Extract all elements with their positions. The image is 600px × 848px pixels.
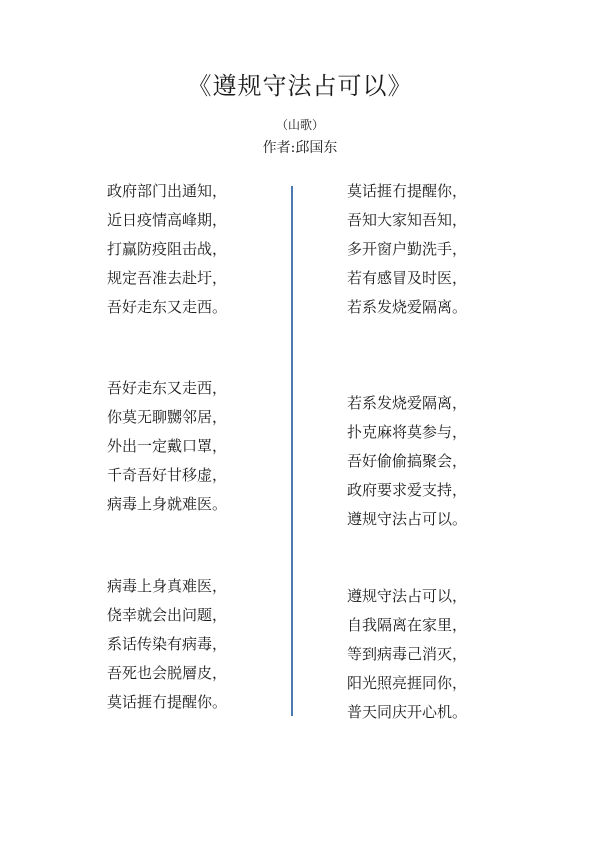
poem-line: 病毒上身真难医， [107, 577, 228, 595]
poem-line: 政府要求爱支持， [347, 481, 468, 499]
poem-line: 政府部门出通知， [107, 182, 228, 200]
poem-line: 若有感冒及时医， [347, 269, 468, 287]
poem-line: 外出一定戴口罩， [107, 437, 228, 455]
poem-genre: （山歌） [275, 118, 324, 132]
column-divider [291, 186, 293, 716]
poem-line: 吾死也会脱層皮， [107, 664, 228, 682]
left-stanza-2 [107, 374, 227, 519]
poem-line: 遵规守法占可以， [347, 587, 468, 605]
poem-line: 规定吾准去赴圩， [107, 269, 228, 287]
poem-line: 吾好偷偷搞聚会， [347, 452, 468, 470]
poem-line: 病毒上身就难医。 [107, 495, 228, 513]
poem-author: 作者:邱国东 [262, 140, 338, 156]
poem-line: 阳光照亮捱同你， [347, 674, 468, 692]
poem-line: 吾好走东又走西。 [107, 298, 228, 316]
right-stanza-1 [347, 177, 467, 322]
poem-line: 多开窗户勤洗手， [347, 240, 468, 258]
poem-line: 打赢防疫阻击战， [107, 240, 228, 258]
left-stanza-1 [107, 177, 227, 322]
right-stanza-3 [347, 582, 467, 727]
poem-line: 莫话捱冇提醒你。 [107, 693, 228, 711]
poem-line: 扑克麻将莫参与， [347, 423, 468, 441]
poem-line: 若系发烧爱隔离， [347, 394, 468, 412]
poem-line: 自我隔离在家里， [347, 616, 468, 634]
poem-line: 遵规守法占可以。 [347, 510, 468, 528]
poem-line: 莫话捱冇提醒你， [347, 182, 468, 200]
poem-line: 若系发烧爱隔离。 [347, 298, 468, 316]
poem-line: 吾好走东又走西， [107, 379, 228, 397]
poem-line: 系话传染有病毒， [107, 635, 228, 653]
poem-line: 近日疫情高峰期， [107, 211, 228, 229]
poem-line: 吾知大家知吾知， [347, 211, 468, 229]
left-stanza-3 [107, 572, 227, 717]
poem-line: 侥幸就会出问题， [107, 606, 228, 624]
poem-line: 普天同庆开心机。 [347, 703, 468, 721]
poem-title: 《遵规守法占可以》 [187, 72, 413, 100]
poem-line: 等到病毒己消灭， [347, 645, 468, 663]
poem-line: 你莫无聊嬲邻居， [107, 408, 228, 426]
poem-line: 千奇吾好甘移虚， [107, 466, 228, 484]
right-stanza-2 [347, 389, 467, 534]
